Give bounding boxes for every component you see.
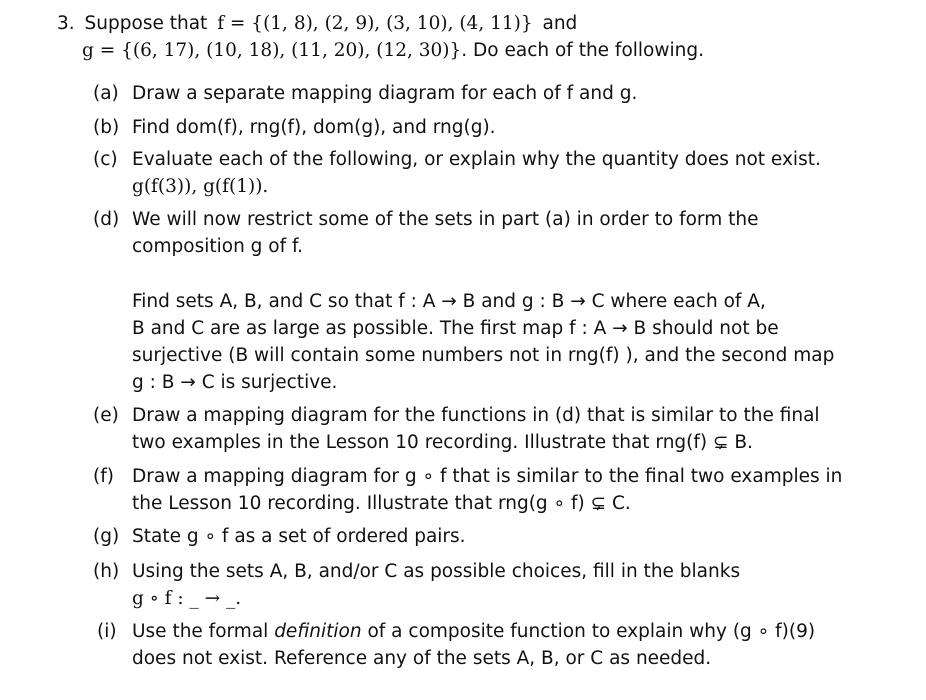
g-definition: g = {(6, 17), (10, 18), (11, 20), (12, 30)} bbox=[82, 40, 462, 61]
part-d-p2-line2: B and C are as large as possible. The first map f : A → B should not be bbox=[132, 318, 779, 339]
part-b-text: Find dom(f), rng(f), dom(g), and rng(g). bbox=[132, 117, 496, 138]
part-d-line1: We will now restrict some of the sets in part (a) in order to form the bbox=[132, 209, 759, 230]
part-f-line2: the Lesson 10 recording. Illustrate that rng(g ∘ f) ⊊ C. bbox=[132, 493, 631, 514]
part-f-line1: Draw a mapping diagram for g ∘ f that is similar to the final two examples in bbox=[132, 466, 843, 487]
part-c-expression: g(f(3)), g(f(1)). bbox=[132, 176, 269, 197]
conjunction-and: and bbox=[542, 13, 578, 34]
problem-intro: Suppose that bbox=[84, 13, 208, 34]
part-d-line2: composition g of f. bbox=[132, 236, 304, 257]
part-i-line1-post: of a composite function to explain why (g ∘ f)(9) bbox=[367, 621, 816, 642]
problem-instruction: . Do each of the following. bbox=[461, 40, 704, 61]
part-d-p2-line1: Find sets A, B, and C so that f : A → B and g : B → C where each of A, bbox=[132, 291, 766, 312]
problem-header-line1 bbox=[57, 12, 577, 36]
part-b-label: (b) bbox=[93, 117, 120, 138]
part-h-label: (h) bbox=[93, 561, 120, 582]
part-i-emphasis: definition bbox=[274, 621, 362, 642]
f-definition: f = {(1, 8), (2, 9), (3, 10), (4, 11)} bbox=[217, 13, 533, 34]
problem-header-line2 bbox=[82, 39, 704, 63]
part-a-text: Draw a separate mapping diagram for each of f and g. bbox=[132, 83, 638, 104]
part-h-line1: Using the sets A, B, and/or C as possible choices, fill in the blanks bbox=[132, 561, 741, 582]
part-f-label: (f) bbox=[93, 466, 114, 487]
part-d-p2-line4: g : B → C is surjective. bbox=[132, 372, 338, 393]
part-i-line2: does not exist. Reference any of the sets A, B, or C as needed. bbox=[132, 648, 712, 669]
part-d-p2-line3: surjective (B will contain some numbers not in rng(f) ), and the second map bbox=[132, 345, 835, 366]
part-e-line1: Draw a mapping diagram for the functions in (d) that is similar to the final bbox=[132, 405, 820, 426]
part-h-blanks: g ∘ f : _ → _. bbox=[132, 588, 242, 609]
part-c-label: (c) bbox=[93, 149, 118, 170]
part-g-text: State g ∘ f as a set of ordered pairs. bbox=[132, 526, 466, 547]
part-i-line1-pre: Use the formal bbox=[132, 621, 269, 642]
part-e-label: (e) bbox=[93, 405, 119, 426]
part-d-label: (d) bbox=[93, 209, 120, 230]
part-e-line2: two examples in the Lesson 10 recording. Illustrate that rng(f) ⊊ B. bbox=[132, 432, 753, 453]
part-g-label: (g) bbox=[93, 526, 120, 547]
part-c-line1: Evaluate each of the following, or explain why the quantity does not exist. bbox=[132, 149, 821, 170]
part-i-line1 bbox=[132, 620, 815, 644]
problem-number: 3. bbox=[57, 13, 75, 34]
part-a-label: (a) bbox=[93, 83, 119, 104]
part-i-label: (i) bbox=[97, 621, 117, 642]
